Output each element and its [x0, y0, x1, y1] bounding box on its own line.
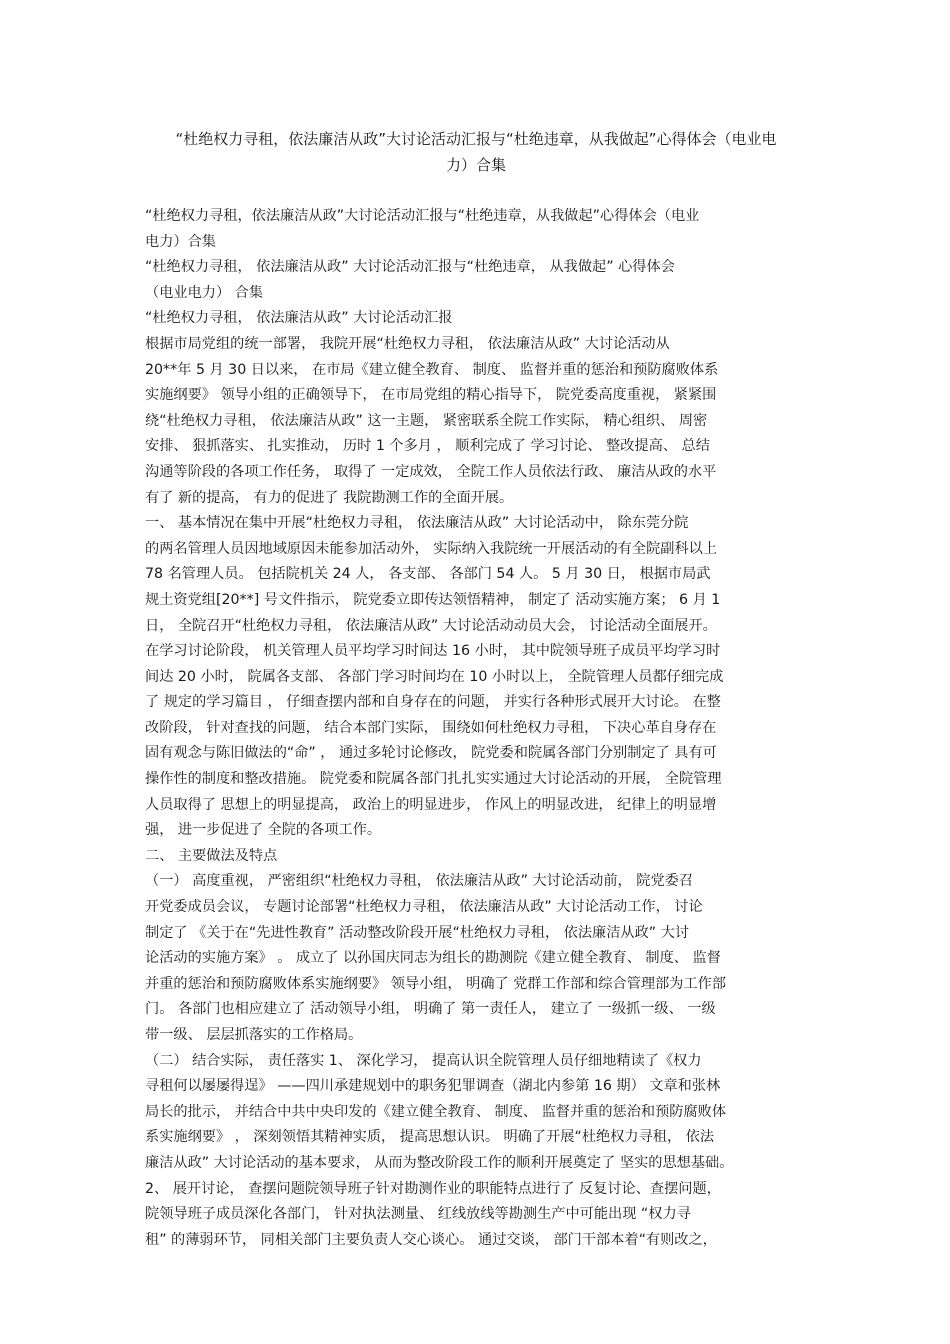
body-line: 带一级、 层层抓落实的工作格局。 [145, 1027, 363, 1043]
body-line: 改阶段， 针对查找的问题， 结合本部门实际， 围绕如何杜绝权力寻租， 下决心革自身存在 [145, 719, 717, 736]
body-line: “杜绝权力寻租， 依法廉洁从政” 大讨论活动汇报 [145, 310, 453, 327]
body-line: （二） 结合实际， 责任落实 1、 深化学习， 提高认识全院管理人员仔细地精读了《权力 [145, 1052, 702, 1069]
document-title [140, 126, 812, 178]
body-line: 规土资党组[20**] 号文件指示， 院党委立即传达领悟精神， 制定了 活动实施方案； 6 月 1 [145, 591, 721, 608]
body-line: 绕“杜绝权力寻租， 依法廉洁从政” 这一主题， 紧密联系全院工作实际， 精心组织、 周密 [145, 412, 708, 429]
body-line: 日， 全院召开“杜绝权力寻租， 依法廉洁从政” 大讨论活动动员大会， 讨论活动全面展开。 [145, 617, 717, 634]
body-line: 在学习讨论阶段， 机关管理人员平均学习时间达 16 小时， 其中院领导班子成员平均学习时 [145, 643, 721, 660]
body-line: （一） 高度重视， 严密组织“杜绝权力寻租， 依法廉洁从政” 大讨论活动前， 院党委召 [145, 873, 694, 890]
title-line: “杜绝权力寻租，依法廉洁从政”大讨论活动汇报与“杜绝违章，从我做起”心得体会（电业电 [175, 130, 777, 148]
body-line: 局长的批示， 并结合中共中央印发的《建立健全教育、 制度、 监督并重的惩治和预防腐败体 [145, 1103, 727, 1120]
document-body [145, 204, 825, 1253]
body-line: （电业电力） 合集 [145, 284, 264, 301]
body-line: 安排、 狠抓落实、 扎实推动， 历时 1 个多月 ， 顺利完成了 学习讨论、 整改提高、 总结 [145, 438, 710, 455]
body-line: 租” 的薄弱环节， 同相关部门主要负责人交心谈心。 通过交谈， 部门干部本着“有则改之， [145, 1231, 717, 1248]
body-line: 电力）合集 [145, 233, 216, 250]
body-line: 论活动的实施方案》 。 成立了 以孙国庆同志为组长的勘测院《建立健全教育、 制度、 监督 [145, 950, 721, 967]
body-line: “杜绝权力寻租， 依法廉洁从政” 大讨论活动汇报与“杜绝违章， 从我做起” 心得体会 [145, 259, 675, 276]
body-line: 实施纲要》 领导小组的正确领导下， 在市局党组的精心指导下， 院党委高度重视， 紧紧围 [145, 387, 717, 404]
section-heading: 二、 主要做法及特点 [145, 847, 278, 864]
body-line: 并重的惩治和预防腐败体系实施纲要》 领导小组， 明确了 党群工作部和综合管理部为工作部 [145, 975, 727, 992]
title-line: 力）合集 [445, 156, 506, 174]
body-line: 的两名管理人员因地域原因未能参加活动外， 实际纳入我院统一开展活动的有全院副科以上 [145, 540, 718, 557]
body-line: 固有观念与陈旧做法的“命” ， 通过多轮讨论修改， 院党委和院属各部门分别制定了 具有可 [145, 745, 717, 762]
body-line: 2、 展开讨论， 查摆问题院领导班子针对勘测作业的职能特点进行了 反复讨论、查摆问题， [145, 1180, 721, 1197]
body-line: 强， 进一步促进了 全院的各项工作。 [145, 822, 382, 839]
body-line: 操作性的制度和整改措施。 院党委和院属各部门扎扎实实通过大讨论活动的开展， 全院管理 [145, 771, 722, 788]
body-line: 廉洁从政” 大讨论活动的基本要求， 从而为整改阶段工作的顺利开展奠定了 坚实的思想基础。 [145, 1154, 734, 1171]
body-line: 78 名管理人员。 包括院机关 24 人， 各支部、 各部门 54 人。 5 月 30 日， 根据市局武 [145, 566, 711, 583]
body-line: 寻租何以屡屡得逞》 ——四川承建规划中的职务犯罪调查（湖北内参第 16 期） 文章和张林 [145, 1078, 721, 1095]
body-line: 系实施纲要》 ， 深刻领悟其精神实质， 提高思想认识。 明确了开展“杜绝权力寻租， 依法 [145, 1129, 715, 1146]
body-line: 一、 基本情况在集中开展“杜绝权力寻租， 依法廉洁从政” 大讨论活动中， 除东莞分院 [145, 515, 689, 532]
body-line: 制定了 《关于在“先进性教育” 活动整改阶段开展“杜绝权力寻租， 依法廉洁从政” 大讨 [145, 924, 690, 941]
body-line: 20**年 5 月 30 日以来， 在市局《建立健全教育、 制度、 监督并重的惩治和预防腐败体系 [145, 361, 719, 378]
body-line: 有了 新的提高， 有力的促进了 我院勘测工作的全面开展。 [145, 489, 514, 506]
body-line: 了 规定的学习篇目 ， 仔细查摆内部和自身存在的问题， 并实行各种形式展开大讨论。 在整 [145, 694, 721, 711]
body-line: 院领导班子成员深化各部门， 针对执法测量、 红线放线等勘测生产中可能出现 “权力寻 [145, 1206, 691, 1223]
body-line: 人员取得了 思想上的明显提高， 政治上的明显进步， 作风上的明显改进， 纪律上的明显增 [145, 796, 717, 813]
body-line: “杜绝权力寻租，依法廉洁从政”大讨论活动汇报与“杜绝违章，从我做起”心得体会（电业 [145, 208, 700, 224]
body-line: 沟通等阶段的各项工作任务， 取得了 一定成效， 全院工作人员依法行政、 廉洁从政的水平 [145, 463, 717, 480]
body-line: 间达 20 小时， 院属各支部、 各部门学习时间均在 10 小时以上， 全院管理人员都仔细完成 [145, 668, 724, 685]
body-line: 根据市局党组的统一部署， 我院开展“杜绝权力寻租， 依法廉洁从政” 大讨论活动从 [145, 335, 670, 352]
body-line: 门。 各部门也相应建立了 活动领导小组， 明确了 第一责任人， 建立了 一级抓一级、 一级 [145, 1001, 716, 1018]
body-line: 开党委成员会议， 专题讨论部署“杜绝权力寻租， 依法廉洁从政” 大讨论活动工作， 讨论 [145, 899, 703, 916]
